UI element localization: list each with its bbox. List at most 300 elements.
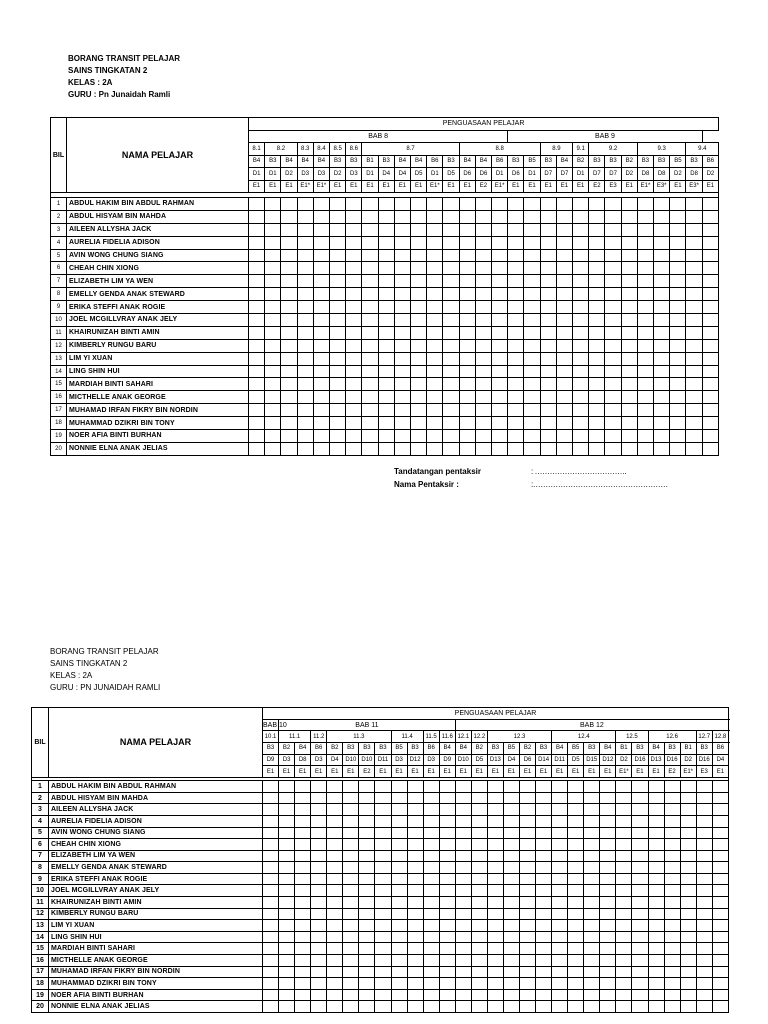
mark-cell[interactable] xyxy=(281,404,297,417)
mark-cell[interactable] xyxy=(362,223,378,236)
mark-cell[interactable] xyxy=(686,275,702,288)
mark-cell[interactable] xyxy=(680,827,696,839)
mark-cell[interactable] xyxy=(311,989,327,1001)
mark-cell[interactable] xyxy=(346,314,362,327)
mark-cell[interactable] xyxy=(573,430,589,443)
mark-cell[interactable] xyxy=(359,781,375,793)
mark-cell[interactable] xyxy=(680,839,696,851)
mark-cell[interactable] xyxy=(391,792,407,804)
mark-cell[interactable] xyxy=(520,955,536,967)
mark-cell[interactable] xyxy=(439,873,455,885)
mark-cell[interactable] xyxy=(670,404,686,417)
mark-cell[interactable] xyxy=(375,815,391,827)
mark-cell[interactable] xyxy=(427,262,443,275)
mark-cell[interactable] xyxy=(616,850,632,862)
mark-cell[interactable] xyxy=(568,815,584,827)
mark-cell[interactable] xyxy=(556,301,572,314)
mark-cell[interactable] xyxy=(654,288,670,301)
mark-cell[interactable] xyxy=(702,210,718,223)
mark-cell[interactable] xyxy=(423,873,439,885)
mark-cell[interactable] xyxy=(584,1001,600,1013)
mark-cell[interactable] xyxy=(503,862,519,874)
mark-cell[interactable] xyxy=(573,249,589,262)
mark-cell[interactable] xyxy=(391,943,407,955)
mark-cell[interactable] xyxy=(263,850,279,862)
mark-cell[interactable] xyxy=(423,920,439,932)
mark-cell[interactable] xyxy=(702,198,718,211)
mark-cell[interactable] xyxy=(540,314,556,327)
mark-cell[interactable] xyxy=(265,378,281,391)
mark-cell[interactable] xyxy=(520,931,536,943)
mark-cell[interactable] xyxy=(503,943,519,955)
mark-cell[interactable] xyxy=(648,966,664,978)
mark-cell[interactable] xyxy=(455,804,471,816)
mark-cell[interactable] xyxy=(471,827,487,839)
mark-cell[interactable] xyxy=(654,275,670,288)
mark-cell[interactable] xyxy=(311,897,327,909)
mark-cell[interactable] xyxy=(455,931,471,943)
mark-cell[interactable] xyxy=(249,352,265,365)
mark-cell[interactable] xyxy=(297,378,313,391)
mark-cell[interactable] xyxy=(443,223,459,236)
mark-cell[interactable] xyxy=(327,943,343,955)
mark-cell[interactable] xyxy=(343,885,359,897)
mark-cell[interactable] xyxy=(536,989,552,1001)
mark-cell[interactable] xyxy=(263,989,279,1001)
mark-cell[interactable] xyxy=(279,862,295,874)
mark-cell[interactable] xyxy=(475,404,491,417)
mark-cell[interactable] xyxy=(443,365,459,378)
mark-cell[interactable] xyxy=(552,897,568,909)
mark-cell[interactable] xyxy=(378,339,394,352)
mark-cell[interactable] xyxy=(427,223,443,236)
mark-cell[interactable] xyxy=(443,404,459,417)
mark-cell[interactable] xyxy=(573,352,589,365)
mark-cell[interactable] xyxy=(279,978,295,990)
mark-cell[interactable] xyxy=(696,850,712,862)
mark-cell[interactable] xyxy=(632,885,648,897)
mark-cell[interactable] xyxy=(471,792,487,804)
mark-cell[interactable] xyxy=(346,352,362,365)
mark-cell[interactable] xyxy=(297,352,313,365)
mark-cell[interactable] xyxy=(584,885,600,897)
mark-cell[interactable] xyxy=(600,815,616,827)
mark-cell[interactable] xyxy=(459,391,475,404)
mark-cell[interactable] xyxy=(520,966,536,978)
mark-cell[interactable] xyxy=(475,210,491,223)
mark-cell[interactable] xyxy=(311,792,327,804)
mark-cell[interactable] xyxy=(407,897,423,909)
mark-cell[interactable] xyxy=(712,966,728,978)
mark-cell[interactable] xyxy=(327,815,343,827)
mark-cell[interactable] xyxy=(632,839,648,851)
mark-cell[interactable] xyxy=(411,442,427,455)
mark-cell[interactable] xyxy=(503,792,519,804)
mark-cell[interactable] xyxy=(407,955,423,967)
mark-cell[interactable] xyxy=(568,966,584,978)
mark-cell[interactable] xyxy=(605,288,621,301)
mark-cell[interactable] xyxy=(427,326,443,339)
mark-cell[interactable] xyxy=(391,827,407,839)
mark-cell[interactable] xyxy=(279,1001,295,1013)
mark-cell[interactable] xyxy=(378,249,394,262)
mark-cell[interactable] xyxy=(556,365,572,378)
mark-cell[interactable] xyxy=(632,989,648,1001)
mark-cell[interactable] xyxy=(279,839,295,851)
mark-cell[interactable] xyxy=(568,943,584,955)
mark-cell[interactable] xyxy=(487,978,503,990)
mark-cell[interactable] xyxy=(471,839,487,851)
mark-cell[interactable] xyxy=(616,862,632,874)
mark-cell[interactable] xyxy=(696,920,712,932)
mark-cell[interactable] xyxy=(487,850,503,862)
mark-cell[interactable] xyxy=(702,249,718,262)
mark-cell[interactable] xyxy=(503,989,519,1001)
mark-cell[interactable] xyxy=(632,873,648,885)
mark-cell[interactable] xyxy=(411,417,427,430)
mark-cell[interactable] xyxy=(265,236,281,249)
mark-cell[interactable] xyxy=(556,236,572,249)
mark-cell[interactable] xyxy=(605,301,621,314)
mark-cell[interactable] xyxy=(696,873,712,885)
mark-cell[interactable] xyxy=(471,920,487,932)
mark-cell[interactable] xyxy=(427,391,443,404)
mark-cell[interactable] xyxy=(524,378,540,391)
mark-cell[interactable] xyxy=(423,1001,439,1013)
mark-cell[interactable] xyxy=(664,943,680,955)
mark-cell[interactable] xyxy=(443,314,459,327)
mark-cell[interactable] xyxy=(265,339,281,352)
mark-cell[interactable] xyxy=(605,198,621,211)
mark-cell[interactable] xyxy=(540,198,556,211)
mark-cell[interactable] xyxy=(696,792,712,804)
mark-cell[interactable] xyxy=(411,198,427,211)
mark-cell[interactable] xyxy=(621,339,637,352)
mark-cell[interactable] xyxy=(297,223,313,236)
mark-cell[interactable] xyxy=(297,365,313,378)
mark-cell[interactable] xyxy=(295,885,311,897)
mark-cell[interactable] xyxy=(487,862,503,874)
mark-cell[interactable] xyxy=(297,404,313,417)
mark-cell[interactable] xyxy=(327,966,343,978)
mark-cell[interactable] xyxy=(443,352,459,365)
mark-cell[interactable] xyxy=(621,378,637,391)
mark-cell[interactable] xyxy=(680,815,696,827)
mark-cell[interactable] xyxy=(503,920,519,932)
mark-cell[interactable] xyxy=(616,873,632,885)
mark-cell[interactable] xyxy=(600,966,616,978)
mark-cell[interactable] xyxy=(492,378,508,391)
mark-cell[interactable] xyxy=(520,885,536,897)
mark-cell[interactable] xyxy=(407,1001,423,1013)
mark-cell[interactable] xyxy=(346,210,362,223)
mark-cell[interactable] xyxy=(540,339,556,352)
mark-cell[interactable] xyxy=(503,978,519,990)
mark-cell[interactable] xyxy=(616,827,632,839)
mark-cell[interactable] xyxy=(346,236,362,249)
mark-cell[interactable] xyxy=(503,955,519,967)
mark-cell[interactable] xyxy=(648,815,664,827)
mark-cell[interactable] xyxy=(279,943,295,955)
mark-cell[interactable] xyxy=(475,275,491,288)
mark-cell[interactable] xyxy=(589,288,605,301)
mark-cell[interactable] xyxy=(330,314,346,327)
mark-cell[interactable] xyxy=(475,417,491,430)
mark-cell[interactable] xyxy=(520,839,536,851)
mark-cell[interactable] xyxy=(712,897,728,909)
mark-cell[interactable] xyxy=(670,275,686,288)
mark-cell[interactable] xyxy=(411,430,427,443)
mark-cell[interactable] xyxy=(584,862,600,874)
mark-cell[interactable] xyxy=(423,931,439,943)
mark-cell[interactable] xyxy=(573,262,589,275)
mark-cell[interactable] xyxy=(281,417,297,430)
mark-cell[interactable] xyxy=(343,920,359,932)
mark-cell[interactable] xyxy=(686,326,702,339)
mark-cell[interactable] xyxy=(670,391,686,404)
mark-cell[interactable] xyxy=(343,815,359,827)
mark-cell[interactable] xyxy=(391,804,407,816)
mark-cell[interactable] xyxy=(391,978,407,990)
mark-cell[interactable] xyxy=(378,210,394,223)
mark-cell[interactable] xyxy=(664,966,680,978)
mark-cell[interactable] xyxy=(279,931,295,943)
mark-cell[interactable] xyxy=(263,908,279,920)
mark-cell[interactable] xyxy=(492,301,508,314)
mark-cell[interactable] xyxy=(327,862,343,874)
mark-cell[interactable] xyxy=(605,275,621,288)
mark-cell[interactable] xyxy=(475,430,491,443)
mark-cell[interactable] xyxy=(492,365,508,378)
mark-cell[interactable] xyxy=(249,339,265,352)
mark-cell[interactable] xyxy=(670,417,686,430)
mark-cell[interactable] xyxy=(492,275,508,288)
mark-cell[interactable] xyxy=(439,908,455,920)
mark-cell[interactable] xyxy=(330,326,346,339)
mark-cell[interactable] xyxy=(712,815,728,827)
mark-cell[interactable] xyxy=(443,430,459,443)
mark-cell[interactable] xyxy=(311,804,327,816)
mark-cell[interactable] xyxy=(503,850,519,862)
mark-cell[interactable] xyxy=(281,430,297,443)
mark-cell[interactable] xyxy=(552,885,568,897)
mark-cell[interactable] xyxy=(459,262,475,275)
mark-cell[interactable] xyxy=(311,1001,327,1013)
mark-cell[interactable] xyxy=(281,236,297,249)
mark-cell[interactable] xyxy=(475,442,491,455)
mark-cell[interactable] xyxy=(712,827,728,839)
mark-cell[interactable] xyxy=(343,850,359,862)
mark-cell[interactable] xyxy=(712,943,728,955)
mark-cell[interactable] xyxy=(295,920,311,932)
mark-cell[interactable] xyxy=(556,210,572,223)
mark-cell[interactable] xyxy=(702,430,718,443)
mark-cell[interactable] xyxy=(327,839,343,851)
mark-cell[interactable] xyxy=(487,931,503,943)
mark-cell[interactable] xyxy=(552,873,568,885)
mark-cell[interactable] xyxy=(411,339,427,352)
mark-cell[interactable] xyxy=(686,210,702,223)
mark-cell[interactable] xyxy=(503,1001,519,1013)
mark-cell[interactable] xyxy=(375,908,391,920)
mark-cell[interactable] xyxy=(552,989,568,1001)
mark-cell[interactable] xyxy=(359,827,375,839)
mark-cell[interactable] xyxy=(427,275,443,288)
mark-cell[interactable] xyxy=(654,365,670,378)
mark-cell[interactable] xyxy=(573,301,589,314)
mark-cell[interactable] xyxy=(359,897,375,909)
mark-cell[interactable] xyxy=(343,966,359,978)
mark-cell[interactable] xyxy=(313,365,329,378)
mark-cell[interactable] xyxy=(589,430,605,443)
mark-cell[interactable] xyxy=(297,301,313,314)
mark-cell[interactable] xyxy=(632,966,648,978)
mark-cell[interactable] xyxy=(249,314,265,327)
mark-cell[interactable] xyxy=(475,378,491,391)
mark-cell[interactable] xyxy=(362,339,378,352)
mark-cell[interactable] xyxy=(573,326,589,339)
mark-cell[interactable] xyxy=(637,391,653,404)
mark-cell[interactable] xyxy=(616,815,632,827)
mark-cell[interactable] xyxy=(295,862,311,874)
mark-cell[interactable] xyxy=(279,850,295,862)
mark-cell[interactable] xyxy=(263,815,279,827)
mark-cell[interactable] xyxy=(686,223,702,236)
mark-cell[interactable] xyxy=(573,210,589,223)
mark-cell[interactable] xyxy=(459,442,475,455)
mark-cell[interactable] xyxy=(471,781,487,793)
mark-cell[interactable] xyxy=(378,223,394,236)
mark-cell[interactable] xyxy=(327,781,343,793)
mark-cell[interactable] xyxy=(686,262,702,275)
mark-cell[interactable] xyxy=(552,839,568,851)
mark-cell[interactable] xyxy=(584,850,600,862)
mark-cell[interactable] xyxy=(263,885,279,897)
mark-cell[interactable] xyxy=(249,442,265,455)
mark-cell[interactable] xyxy=(378,378,394,391)
mark-cell[interactable] xyxy=(281,314,297,327)
mark-cell[interactable] xyxy=(297,249,313,262)
mark-cell[interactable] xyxy=(540,262,556,275)
mark-cell[interactable] xyxy=(670,249,686,262)
mark-cell[interactable] xyxy=(556,339,572,352)
mark-cell[interactable] xyxy=(249,365,265,378)
mark-cell[interactable] xyxy=(621,326,637,339)
mark-cell[interactable] xyxy=(696,978,712,990)
mark-cell[interactable] xyxy=(423,850,439,862)
mark-cell[interactable] xyxy=(540,378,556,391)
mark-cell[interactable] xyxy=(459,314,475,327)
mark-cell[interactable] xyxy=(589,365,605,378)
mark-cell[interactable] xyxy=(423,885,439,897)
mark-cell[interactable] xyxy=(508,391,524,404)
mark-cell[interactable] xyxy=(573,198,589,211)
mark-cell[interactable] xyxy=(327,804,343,816)
mark-cell[interactable] xyxy=(702,404,718,417)
mark-cell[interactable] xyxy=(524,314,540,327)
mark-cell[interactable] xyxy=(616,1001,632,1013)
mark-cell[interactable] xyxy=(375,850,391,862)
mark-cell[interactable] xyxy=(297,275,313,288)
mark-cell[interactable] xyxy=(487,908,503,920)
mark-cell[interactable] xyxy=(686,430,702,443)
mark-cell[interactable] xyxy=(375,839,391,851)
mark-cell[interactable] xyxy=(536,839,552,851)
mark-cell[interactable] xyxy=(378,365,394,378)
mark-cell[interactable] xyxy=(508,339,524,352)
mark-cell[interactable] xyxy=(621,288,637,301)
mark-cell[interactable] xyxy=(536,815,552,827)
mark-cell[interactable] xyxy=(327,908,343,920)
mark-cell[interactable] xyxy=(540,404,556,417)
mark-cell[interactable] xyxy=(378,262,394,275)
mark-cell[interactable] xyxy=(362,275,378,288)
mark-cell[interactable] xyxy=(680,781,696,793)
mark-cell[interactable] xyxy=(654,262,670,275)
mark-cell[interactable] xyxy=(327,885,343,897)
mark-cell[interactable] xyxy=(670,352,686,365)
mark-cell[interactable] xyxy=(686,288,702,301)
mark-cell[interactable] xyxy=(686,198,702,211)
mark-cell[interactable] xyxy=(654,404,670,417)
mark-cell[interactable] xyxy=(249,404,265,417)
mark-cell[interactable] xyxy=(573,223,589,236)
mark-cell[interactable] xyxy=(391,873,407,885)
mark-cell[interactable] xyxy=(265,404,281,417)
mark-cell[interactable] xyxy=(524,326,540,339)
mark-cell[interactable] xyxy=(536,827,552,839)
mark-cell[interactable] xyxy=(279,989,295,1001)
mark-cell[interactable] xyxy=(605,352,621,365)
mark-cell[interactable] xyxy=(327,850,343,862)
mark-cell[interactable] xyxy=(632,943,648,955)
mark-cell[interactable] xyxy=(508,275,524,288)
mark-cell[interactable] xyxy=(605,378,621,391)
mark-cell[interactable] xyxy=(475,365,491,378)
mark-cell[interactable] xyxy=(394,249,410,262)
mark-cell[interactable] xyxy=(362,262,378,275)
mark-cell[interactable] xyxy=(600,781,616,793)
mark-cell[interactable] xyxy=(411,404,427,417)
mark-cell[interactable] xyxy=(556,326,572,339)
mark-cell[interactable] xyxy=(411,365,427,378)
mark-cell[interactable] xyxy=(568,978,584,990)
mark-cell[interactable] xyxy=(637,430,653,443)
mark-cell[interactable] xyxy=(524,417,540,430)
mark-cell[interactable] xyxy=(279,792,295,804)
mark-cell[interactable] xyxy=(362,378,378,391)
mark-cell[interactable] xyxy=(686,314,702,327)
mark-cell[interactable] xyxy=(492,339,508,352)
mark-cell[interactable] xyxy=(616,978,632,990)
mark-cell[interactable] xyxy=(664,839,680,851)
mark-cell[interactable] xyxy=(664,815,680,827)
mark-cell[interactable] xyxy=(263,827,279,839)
mark-cell[interactable] xyxy=(427,378,443,391)
mark-cell[interactable] xyxy=(378,430,394,443)
mark-cell[interactable] xyxy=(696,839,712,851)
mark-cell[interactable] xyxy=(375,978,391,990)
mark-cell[interactable] xyxy=(648,873,664,885)
mark-cell[interactable] xyxy=(520,827,536,839)
mark-cell[interactable] xyxy=(696,827,712,839)
mark-cell[interactable] xyxy=(411,249,427,262)
mark-cell[interactable] xyxy=(330,301,346,314)
mark-cell[interactable] xyxy=(654,236,670,249)
mark-cell[interactable] xyxy=(637,417,653,430)
mark-cell[interactable] xyxy=(407,885,423,897)
mark-cell[interactable] xyxy=(279,955,295,967)
